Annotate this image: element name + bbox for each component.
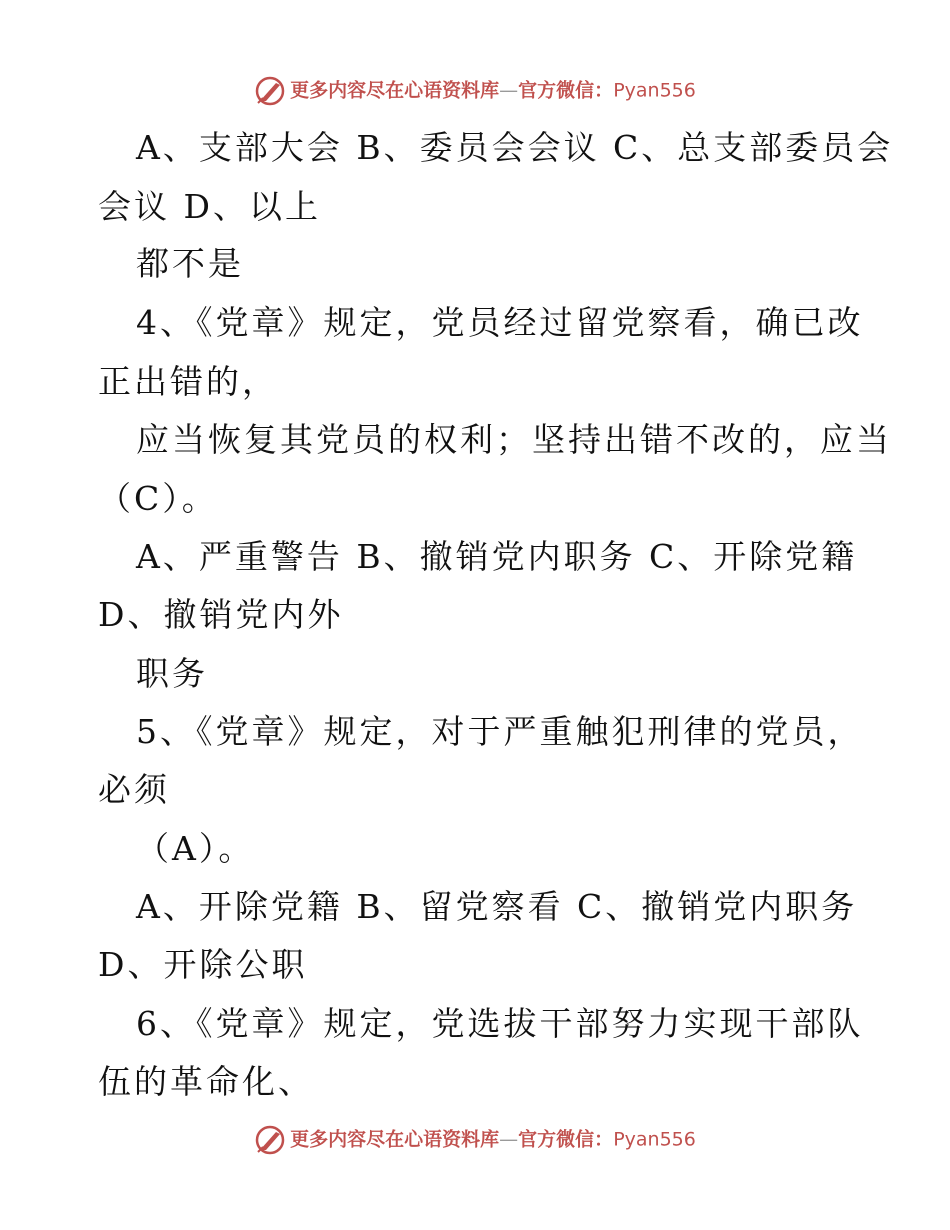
text-line: （C）。 (98, 479, 218, 518)
watermark-text: 更多内容尽在心语资料库 (290, 1128, 500, 1151)
watermark-wechat-id: Pyan556 (613, 1128, 696, 1151)
text-line: 正出错的， (98, 362, 278, 401)
text-line: 5、《党章》规定，对于严重触犯刑律的党员， (136, 712, 864, 751)
text-line: A、支部大会 B、委员会会议 C、总支部委员会 (136, 128, 894, 167)
watermark-wechat-label: 官方微信： (518, 1128, 614, 1151)
text-line: 伍的革命化、 (98, 1062, 314, 1101)
text-line: 4、《党章》规定，党员经过留党察看，确已改 (136, 303, 864, 342)
text-line: D、开除公职 (98, 945, 308, 984)
text-line: 职务 (136, 654, 208, 693)
watermark-wechat-label: 官方微信： (518, 79, 614, 102)
text-line: A、严重警告 B、撤销党内职务 C、开除党籍 (136, 537, 858, 576)
watermark-dash: — (499, 79, 519, 102)
quill-logo-icon (254, 1124, 286, 1156)
text-line: 都不是 (136, 244, 244, 283)
text-line: 应当恢复其党员的权利；坚持出错不改的，应当 (136, 420, 892, 459)
text-line: （A）。 (136, 829, 255, 868)
text-line: A、开除党籍 B、留党察看 C、撤销党内职务 (136, 887, 858, 926)
header-watermark (0, 73, 950, 107)
text-line: 会议 D、以上 (98, 187, 321, 226)
quill-logo-icon (254, 75, 286, 107)
footer-watermark (0, 1122, 950, 1156)
text-line: 6、《党章》规定，党选拔干部努力实现干部队 (136, 1004, 864, 1043)
watermark-text: 更多内容尽在心语资料库 (290, 79, 500, 102)
text-line: D、撤销党内外 (98, 595, 344, 634)
watermark-dash: — (499, 1128, 519, 1151)
watermark-wechat-id: Pyan556 (613, 79, 696, 102)
text-line: 必须 (98, 770, 170, 809)
